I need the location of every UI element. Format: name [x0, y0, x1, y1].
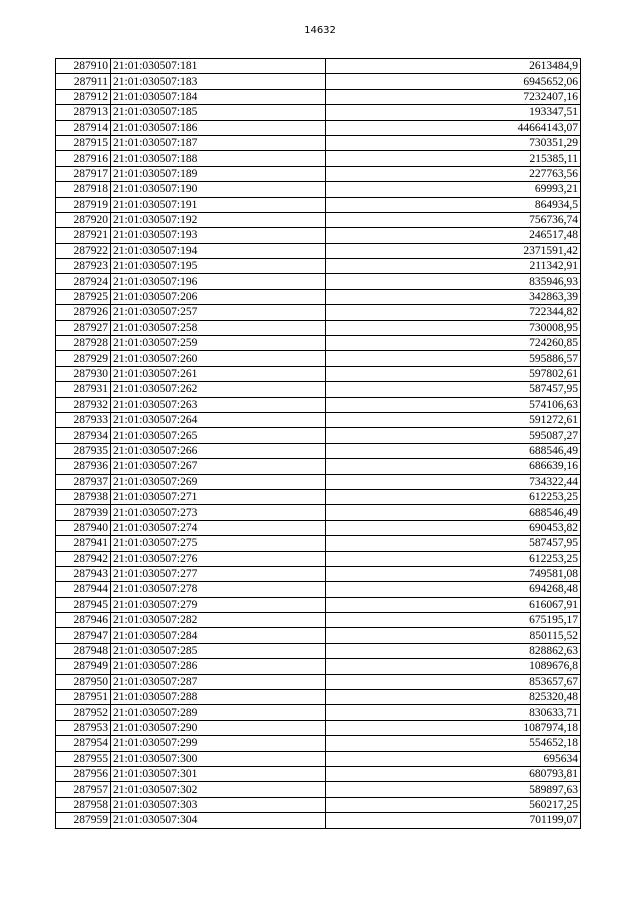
- row-number-cell: 287935: [56, 443, 111, 458]
- cadastral-value-cell: 227763,56: [326, 166, 581, 181]
- cadastral-number-cell: 21:01:030507:267: [111, 459, 326, 474]
- row-number-cell: 287928: [56, 336, 111, 351]
- row-number-cell: 287930: [56, 366, 111, 381]
- row-number-cell: 287938: [56, 489, 111, 504]
- cadastral-value-cell: 7232407,16: [326, 89, 581, 104]
- row-number-cell: 287933: [56, 412, 111, 427]
- table-row: [56, 243, 581, 258]
- cadastral-value-cell: 853657,67: [326, 674, 581, 689]
- cadastral-number-cell: 21:01:030507:192: [111, 212, 326, 227]
- cadastral-number-cell: 21:01:030507:183: [111, 74, 326, 89]
- cadastral-value-cell: 734322,44: [326, 474, 581, 489]
- row-number-cell: 287919: [56, 197, 111, 212]
- row-number-cell: 287950: [56, 674, 111, 689]
- table-row: [56, 474, 581, 489]
- table-row: [56, 182, 581, 197]
- cadastral-number-cell: 21:01:030507:261: [111, 366, 326, 381]
- cadastral-value-cell: 680793,81: [326, 766, 581, 781]
- table-row: [56, 412, 581, 427]
- table-row: [56, 705, 581, 720]
- cadastral-value-cell: 44664143,07: [326, 120, 581, 135]
- row-number-cell: 287915: [56, 135, 111, 150]
- row-number-cell: 287951: [56, 690, 111, 705]
- row-number-cell: 287931: [56, 382, 111, 397]
- row-number-cell: 287952: [56, 705, 111, 720]
- table-row: [56, 613, 581, 628]
- row-number-cell: 287923: [56, 259, 111, 274]
- row-number-cell: 287926: [56, 305, 111, 320]
- cadastral-value-cell: 688546,49: [326, 443, 581, 458]
- cadastral-number-cell: 21:01:030507:258: [111, 320, 326, 335]
- table-row: [56, 659, 581, 674]
- cadastral-value-cell: 675195,17: [326, 613, 581, 628]
- table-row: [56, 382, 581, 397]
- table-row: [56, 536, 581, 551]
- table-row: [56, 782, 581, 797]
- cadastral-value-cell: 246517,48: [326, 228, 581, 243]
- cadastral-number-cell: 21:01:030507:285: [111, 643, 326, 658]
- table-row: [56, 320, 581, 335]
- cadastral-number-cell: 21:01:030507:193: [111, 228, 326, 243]
- cadastral-value-cell: 695634: [326, 751, 581, 766]
- cadastral-value-cell: 587457,95: [326, 536, 581, 551]
- cadastral-number-cell: 21:01:030507:286: [111, 659, 326, 674]
- row-number-cell: 287946: [56, 613, 111, 628]
- cadastral-number-cell: 21:01:030507:269: [111, 474, 326, 489]
- cadastral-number-cell: 21:01:030507:206: [111, 289, 326, 304]
- row-number-cell: 287944: [56, 582, 111, 597]
- cadastral-number-cell: 21:01:030507:290: [111, 720, 326, 735]
- cadastral-number-cell: 21:01:030507:187: [111, 135, 326, 150]
- table-row: [56, 197, 581, 212]
- row-number-cell: 287947: [56, 628, 111, 643]
- row-number-cell: 287922: [56, 243, 111, 258]
- cadastral-value-cell: 6945652,06: [326, 74, 581, 89]
- table-row: [56, 74, 581, 89]
- cadastral-value-cell: 2613484,9: [326, 59, 581, 74]
- cadastral-value-cell: 595886,57: [326, 351, 581, 366]
- table-body: [56, 59, 581, 829]
- table-row: [56, 720, 581, 735]
- cadastral-value-cell: 694268,48: [326, 582, 581, 597]
- table-row: [56, 397, 581, 412]
- cadastral-number-cell: 21:01:030507:259: [111, 336, 326, 351]
- cadastral-value-cell: 595087,27: [326, 428, 581, 443]
- cadastral-value-cell: 215385,11: [326, 151, 581, 166]
- cadastral-number-cell: 21:01:030507:191: [111, 197, 326, 212]
- cadastral-number-cell: 21:01:030507:279: [111, 597, 326, 612]
- row-number-cell: 287959: [56, 813, 111, 828]
- table-row: [56, 120, 581, 135]
- table-row: [56, 643, 581, 658]
- table-row: [56, 351, 581, 366]
- cadastral-value-cell: 830633,71: [326, 705, 581, 720]
- cadastral-number-cell: 21:01:030507:278: [111, 582, 326, 597]
- row-number-cell: 287940: [56, 520, 111, 535]
- cadastral-number-cell: 21:01:030507:284: [111, 628, 326, 643]
- cadastral-number-cell: 21:01:030507:265: [111, 428, 326, 443]
- row-number-cell: 287936: [56, 459, 111, 474]
- table-row: [56, 228, 581, 243]
- table-row: [56, 566, 581, 581]
- cadastral-number-cell: 21:01:030507:288: [111, 690, 326, 705]
- cadastral-number-cell: 21:01:030507:266: [111, 443, 326, 458]
- row-number-cell: 287917: [56, 166, 111, 181]
- cadastral-number-cell: 21:01:030507:181: [111, 59, 326, 74]
- row-number-cell: 287921: [56, 228, 111, 243]
- page-number: 14632: [304, 25, 336, 36]
- row-number-cell: 287957: [56, 782, 111, 797]
- cadastral-number-cell: 21:01:030507:275: [111, 536, 326, 551]
- table-row: [56, 674, 581, 689]
- cadastral-number-cell: 21:01:030507:276: [111, 551, 326, 566]
- row-number-cell: 287934: [56, 428, 111, 443]
- table-row: [56, 366, 581, 381]
- cadastral-number-cell: 21:01:030507:271: [111, 489, 326, 504]
- cadastral-value-cell: 828862,63: [326, 643, 581, 658]
- cadastral-number-cell: 21:01:030507:189: [111, 166, 326, 181]
- cadastral-value-table: [55, 58, 581, 829]
- cadastral-number-cell: 21:01:030507:300: [111, 751, 326, 766]
- table-row: [56, 690, 581, 705]
- row-number-cell: 287916: [56, 151, 111, 166]
- table-row: [56, 443, 581, 458]
- cadastral-value-cell: 591272,61: [326, 412, 581, 427]
- cadastral-value-cell: 850115,52: [326, 628, 581, 643]
- cadastral-number-cell: 21:01:030507:186: [111, 120, 326, 135]
- row-number-cell: 287943: [56, 566, 111, 581]
- cadastral-number-cell: 21:01:030507:188: [111, 151, 326, 166]
- row-number-cell: 287920: [56, 212, 111, 227]
- table-row: [56, 766, 581, 781]
- table-row: [56, 305, 581, 320]
- cadastral-value-cell: 1089676,8: [326, 659, 581, 674]
- cadastral-value-cell: 612253,25: [326, 551, 581, 566]
- table-row: [56, 166, 581, 181]
- cadastral-value-cell: 616067,91: [326, 597, 581, 612]
- cadastral-value-cell: 749581,08: [326, 566, 581, 581]
- cadastral-value-cell: 722344,82: [326, 305, 581, 320]
- row-number-cell: 287910: [56, 59, 111, 74]
- cadastral-number-cell: 21:01:030507:263: [111, 397, 326, 412]
- row-number-cell: 287939: [56, 505, 111, 520]
- table-row: [56, 751, 581, 766]
- table-row: [56, 59, 581, 74]
- table-row: [56, 459, 581, 474]
- cadastral-value-cell: 730008,95: [326, 320, 581, 335]
- table-row: [56, 813, 581, 828]
- cadastral-value-cell: 560217,25: [326, 797, 581, 812]
- cadastral-number-cell: 21:01:030507:264: [111, 412, 326, 427]
- cadastral-number-cell: 21:01:030507:273: [111, 505, 326, 520]
- cadastral-number-cell: 21:01:030507:287: [111, 674, 326, 689]
- cadastral-value-cell: 756736,74: [326, 212, 581, 227]
- table-row: [56, 797, 581, 812]
- cadastral-number-cell: 21:01:030507:303: [111, 797, 326, 812]
- cadastral-number-cell: 21:01:030507:282: [111, 613, 326, 628]
- cadastral-number-cell: 21:01:030507:184: [111, 89, 326, 104]
- cadastral-number-cell: 21:01:030507:304: [111, 813, 326, 828]
- cadastral-value-cell: 574106,63: [326, 397, 581, 412]
- table-row: [56, 736, 581, 751]
- cadastral-number-cell: 21:01:030507:260: [111, 351, 326, 366]
- row-number-cell: 287932: [56, 397, 111, 412]
- table-row: [56, 274, 581, 289]
- table-row: [56, 520, 581, 535]
- cadastral-value-cell: 193347,51: [326, 105, 581, 120]
- row-number-cell: 287953: [56, 720, 111, 735]
- table-row: [56, 135, 581, 150]
- table-row: [56, 151, 581, 166]
- table-row: [56, 105, 581, 120]
- cadastral-value-cell: 1087974,18: [326, 720, 581, 735]
- table-row: [56, 336, 581, 351]
- cadastral-value-cell: 211342,91: [326, 259, 581, 274]
- cadastral-value-cell: 701199,07: [326, 813, 581, 828]
- cadastral-value-cell: 688546,49: [326, 505, 581, 520]
- row-number-cell: 287949: [56, 659, 111, 674]
- cadastral-number-cell: 21:01:030507:194: [111, 243, 326, 258]
- table-row: [56, 259, 581, 274]
- row-number-cell: 287945: [56, 597, 111, 612]
- cadastral-value-cell: 864934,5: [326, 197, 581, 212]
- cadastral-number-cell: 21:01:030507:195: [111, 259, 326, 274]
- cadastral-value-cell: 724260,85: [326, 336, 581, 351]
- cadastral-value-cell: 825320,48: [326, 690, 581, 705]
- table-row: [56, 597, 581, 612]
- table-row: [56, 428, 581, 443]
- table-row: [56, 582, 581, 597]
- cadastral-number-cell: 21:01:030507:274: [111, 520, 326, 535]
- row-number-cell: 287954: [56, 736, 111, 751]
- cadastral-value-cell: 589897,63: [326, 782, 581, 797]
- table-row: [56, 289, 581, 304]
- cadastral-value-cell: 597802,61: [326, 366, 581, 381]
- cadastral-number-cell: 21:01:030507:299: [111, 736, 326, 751]
- row-number-cell: 287941: [56, 536, 111, 551]
- cadastral-value-cell: 686639,16: [326, 459, 581, 474]
- row-number-cell: 287925: [56, 289, 111, 304]
- row-number-cell: 287929: [56, 351, 111, 366]
- cadastral-value-cell: 587457,95: [326, 382, 581, 397]
- table-row: [56, 489, 581, 504]
- cadastral-number-cell: 21:01:030507:185: [111, 105, 326, 120]
- cadastral-value-cell: 69993,21: [326, 182, 581, 197]
- cadastral-number-cell: 21:01:030507:262: [111, 382, 326, 397]
- row-number-cell: 287958: [56, 797, 111, 812]
- row-number-cell: 287911: [56, 74, 111, 89]
- table-row: [56, 551, 581, 566]
- row-number-cell: 287937: [56, 474, 111, 489]
- row-number-cell: 287948: [56, 643, 111, 658]
- table-row: [56, 505, 581, 520]
- cadastral-number-cell: 21:01:030507:190: [111, 182, 326, 197]
- cadastral-value-cell: 690453,82: [326, 520, 581, 535]
- cadastral-number-cell: 21:01:030507:196: [111, 274, 326, 289]
- cadastral-number-cell: 21:01:030507:302: [111, 782, 326, 797]
- row-number-cell: 287956: [56, 766, 111, 781]
- cadastral-number-cell: 21:01:030507:301: [111, 766, 326, 781]
- cadastral-value-cell: 2371591,42: [326, 243, 581, 258]
- row-number-cell: 287924: [56, 274, 111, 289]
- cadastral-value-cell: 554652,18: [326, 736, 581, 751]
- cadastral-value-cell: 342863,39: [326, 289, 581, 304]
- cadastral-value-cell: 835946,93: [326, 274, 581, 289]
- cadastral-value-cell: 730351,29: [326, 135, 581, 150]
- table-row: [56, 89, 581, 104]
- row-number-cell: 287955: [56, 751, 111, 766]
- cadastral-number-cell: 21:01:030507:277: [111, 566, 326, 581]
- row-number-cell: 287912: [56, 89, 111, 104]
- cadastral-number-cell: 21:01:030507:289: [111, 705, 326, 720]
- cadastral-value-cell: 612253,25: [326, 489, 581, 504]
- row-number-cell: 287927: [56, 320, 111, 335]
- table-row: [56, 628, 581, 643]
- table-row: [56, 212, 581, 227]
- row-number-cell: 287918: [56, 182, 111, 197]
- row-number-cell: 287914: [56, 120, 111, 135]
- row-number-cell: 287942: [56, 551, 111, 566]
- row-number-cell: 287913: [56, 105, 111, 120]
- cadastral-number-cell: 21:01:030507:257: [111, 305, 326, 320]
